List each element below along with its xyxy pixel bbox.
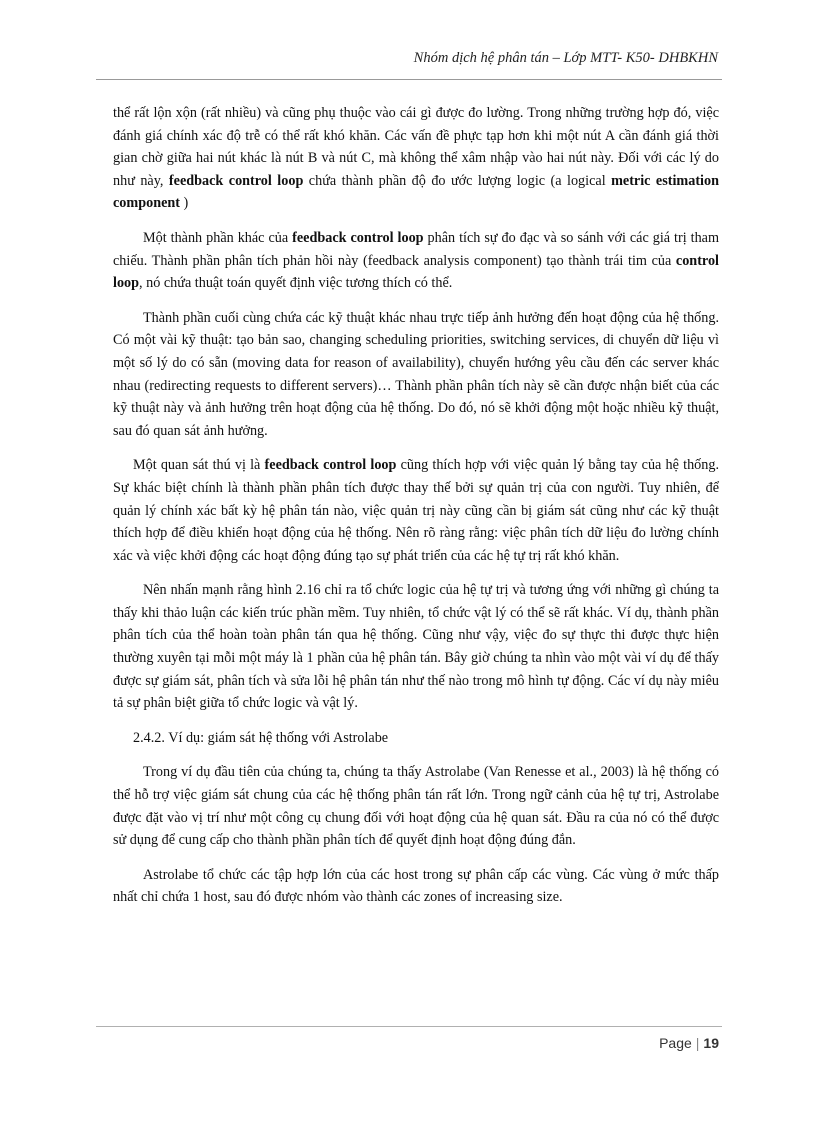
footer-divider (96, 1026, 722, 1027)
paragraph-4-text-a: Một quan sát thú vị là (133, 457, 265, 474)
paragraph-2-bold-a: feedback control loop (292, 229, 424, 246)
paragraph-5: Nên nhấn mạnh rằng hình 2.16 chỉ ra tổ chức logic của hệ tự trị và tương ứng với những gì chúng ta thấy khi thảo luận các kiến trúc phần mềm. Tuy nhiên, tổ chức vật lý có thể sẽ rất khác. Ví dụ, thành phần phân tích của thể hoàn toàn phân tán qua hệ thống. Cũng như vậy, việc đo sự thực thi được thực hiện thường xuyên tại mỗi một máy là 1 phần của hệ phân tán. Bây giờ chúng ta nhìn vào một vài ví dụ để thấy được sự giám sát, phân tích và sửa lỗi hệ phân tán như thế nào trong mô hình tự động. Các ví dụ này miêu tả sự phân biệt giữa tổ chức logic và vật lý. (113, 582, 719, 712)
paragraph-4-text-b: cũng thích hợp với việc quản lý bằng tay của hệ thống. Sự khác biệt chính là thành phần phân tích được thay thế bởi sự quản trị của con người. Tuy nhiên, để quản lý chính xác bất kỳ hệ phân tán nào, việc quản trị này cũng cần bị giám sát cũng như các kỹ thuật thích hợp để điều khiển hoạt động của hệ thống. Nên rõ ràng rằng: việc phân tích dữ liệu đo lường chính xác và việc khởi động các hoạt động đúng tạo sự phát triển của các hệ tự trị rất khó khăn. (113, 457, 719, 564)
paragraph-1 (113, 102, 719, 215)
paragraph-2 (113, 227, 719, 295)
paragraph-1-text-b: chứa thành phần độ đo ước lượng logic (a logical (303, 172, 612, 189)
paragraph-2-text-c: , nó chứa thuật toán quyết định việc tương thích có thể. (139, 275, 453, 292)
paragraph-2-text-a: Một thành phần khác của (143, 229, 293, 246)
paragraph-6: Trong ví dụ đầu tiên của chúng ta, chúng ta thấy Astrolabe (Van Renesse et al., 2003) là hệ thống có thể hỗ trợ việc giám sát chung của các hệ thống phân tán rất lớn. Trong ngữ cảnh của hệ tự trị, Astrolabe được đặt vào vị trí như một công cụ chung đối với hoạt động của hệ quan sát. Đầu ra của nó có thể được sử dụng để cung cấp cho thành phần phân tích để quyết định hoạt động đúng đắn. (113, 764, 719, 849)
page-number: 19 (703, 1035, 719, 1051)
paragraph-2-bold-b: control loop (113, 252, 719, 292)
section-heading: 2.4.2. Ví dụ: giám sát hệ thống với Astrolabe (133, 729, 389, 746)
paragraph-2-text-b: phân tích sự đo đạc và so sánh với các giá trị tham chiếu. Thành phần phân tích phản hồi này (feedback analysis component) tạo thành trái tim của (113, 229, 720, 269)
paragraph-1-bold-b: metric estimation component (113, 172, 719, 212)
page-footer (659, 1035, 719, 1051)
paragraph-3: Thành phần cuối cùng chứa các kỹ thuật khác nhau trực tiếp ảnh hưởng đến hoạt động của hệ thống. Có một vài kỹ thuật: tạo bản sao, changing scheduling priorities, switching services, di chuyển dữ liệu vì một số lý do có sẵn (moving data for reason of availability), chuyển hướng yêu cầu đến các server khác nhau (redirecting requests to different servers)… Thành phần phân tích này sẽ cần được nhận biết của các kỹ thuật này và ảnh hưởng trên hoạt động của hệ thống. Do đó, nó sẽ khởi động một hoặc nhiều kỹ thuật, sau đó quan sát ảnh hưởng. (113, 309, 719, 439)
page-header: Nhóm dịch hệ phân tán – Lớp MTT- K50- DHBKHN (413, 50, 718, 66)
paragraph-4 (113, 454, 719, 567)
page-separator: | (695, 1035, 700, 1051)
page-label: Page (659, 1035, 692, 1051)
paragraph-7: Astrolabe tổ chức các tập hợp lớn của các host trong sự phân cấp các vùng. Các vùng ở mức thấp nhất chỉ chứa 1 host, sau đó được nhóm vào thành các zones of increasing size. (113, 866, 719, 906)
header-divider (96, 79, 722, 80)
paragraph-1-bold-a: feedback control loop (168, 172, 304, 189)
paragraph-1-text-c: ) (180, 195, 189, 212)
paragraph-1-text-a: thể rất lộn xộn (rất nhiều) và cũng phụ thuộc vào cái gì được đo lường. Trong những trường hợp đó, việc đánh giá chính xác độ trễ có thể rất khó khăn. Các vấn đề phực tạp hơn khi một nút A cần đánh giá thời gian chờ giữa hai nút khác là nút B và nút C, mà không thể xâm nhập vào hai nút này. Đối với các lý do như này, (113, 105, 719, 189)
paragraph-4-bold-a: feedback control loop (264, 457, 397, 474)
document-body (113, 102, 719, 921)
